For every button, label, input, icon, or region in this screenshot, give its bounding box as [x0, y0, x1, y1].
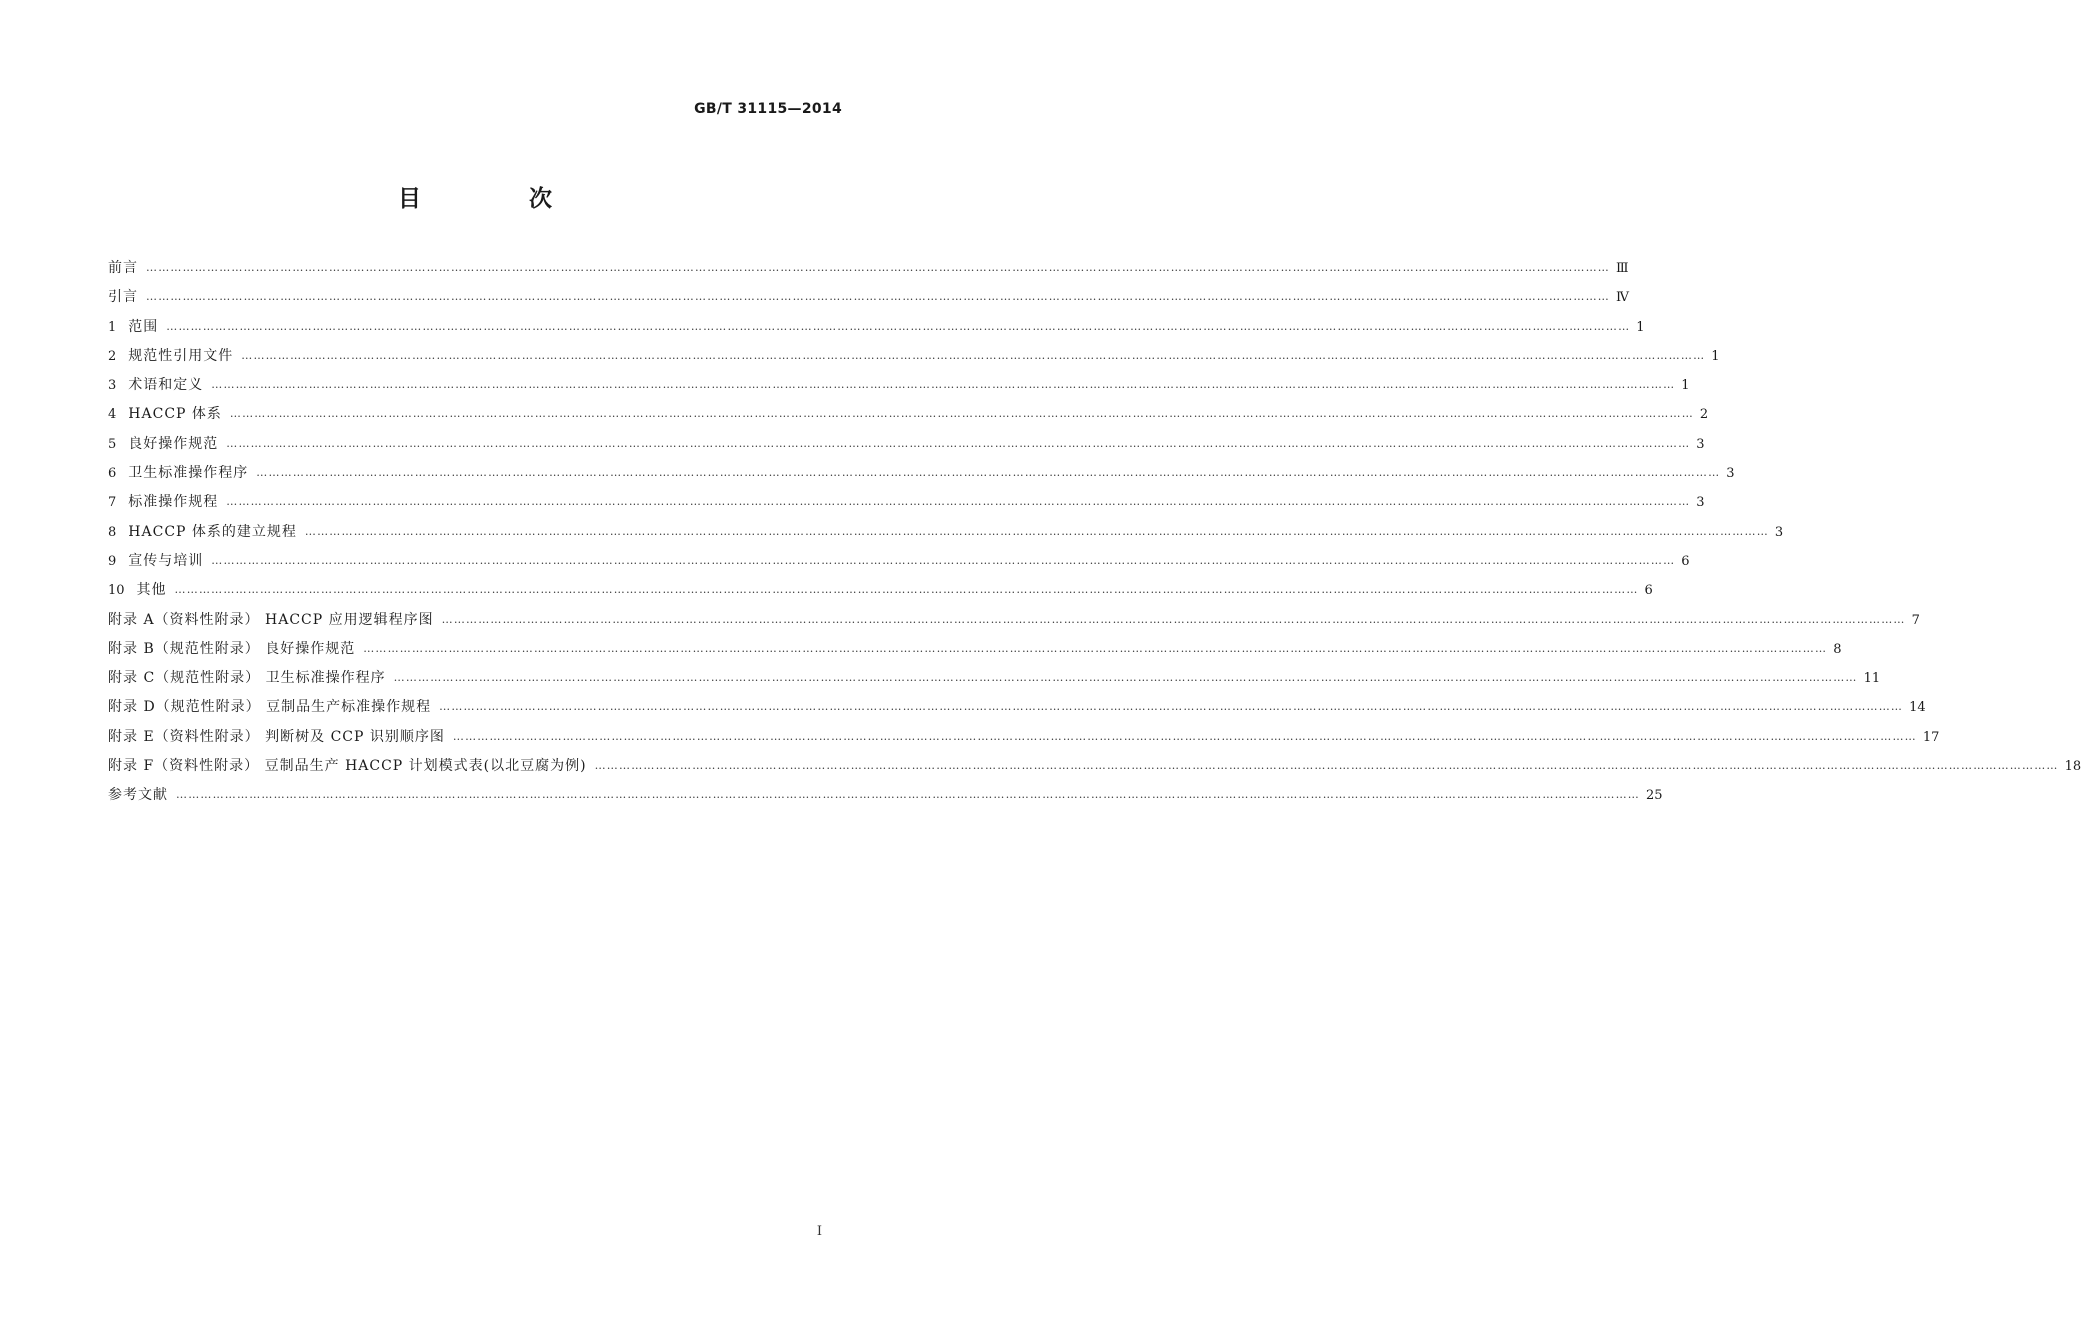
- standard-code: GB/T 31115—2014: [694, 101, 842, 117]
- toc-entry-number: 4: [108, 407, 117, 423]
- toc-dot-leader: ………………………………………………………………………………………………………………………………………………………………………………………………………………………………………………………………………………………………………………………………: [256, 466, 1721, 480]
- toc-entry-title: 其他: [136, 582, 167, 599]
- toc-entry[interactable]: [108, 726, 1940, 755]
- toc-dot-leader: ………………………………………………………………………………………………………………………………………………………………………………………………………………………………………………………………………………………………………………………………: [363, 641, 1828, 655]
- toc-entry-page: 1: [1711, 348, 1720, 364]
- toc-entry-page: 14: [1909, 700, 1926, 716]
- toc-entry-title: 宣传与培训: [128, 552, 204, 569]
- toc-entry[interactable]: [108, 491, 1705, 520]
- toc-entry-page: 8: [1833, 641, 1842, 657]
- toc-entry-page: 18: [2064, 759, 2081, 775]
- toc-dot-leader: ………………………………………………………………………………………………………………………………………………………………………………………………………………………………………………………………………………………………………………………………: [211, 378, 1676, 392]
- toc-entry[interactable]: [108, 286, 1629, 315]
- toc-entry-title: 参考文献: [108, 787, 168, 804]
- toc-entry[interactable]: [108, 784, 1663, 813]
- toc-dot-leader: ………………………………………………………………………………………………………………………………………………………………………………………………………………………………………………………………………………………………………………………………: [439, 700, 1904, 714]
- toc-dot-leader: ………………………………………………………………………………………………………………………………………………………………………………………………………………………………………………………………………………………………………………………………: [166, 319, 1631, 333]
- toc-entry-title: 附录 E（资料性附录） 判断树及 CCP 识别顺序图: [108, 728, 445, 745]
- toc-entry-number: 7: [108, 495, 117, 511]
- toc-entry-page: Ⅲ: [1616, 261, 1629, 276]
- toc-entry-page: Ⅳ: [1616, 290, 1629, 306]
- toc-entry[interactable]: [108, 403, 1709, 432]
- toc-entry-page: 25: [1646, 788, 1663, 804]
- toc-entry-title: 良好操作规范: [128, 435, 219, 452]
- toc-entry[interactable]: [108, 462, 1735, 491]
- toc-entry-page: 11: [1863, 671, 1881, 687]
- toc-entry-page: 7: [1911, 612, 1920, 628]
- toc-dot-leader: ………………………………………………………………………………………………………………………………………………………………………………………………………………………………………………………………………………………………………………………………: [174, 583, 1639, 597]
- toc-entry-title: 卫生标准操作程序: [128, 465, 249, 482]
- toc-entry-title: 范围: [128, 318, 159, 335]
- toc-dot-leader: ………………………………………………………………………………………………………………………………………………………………………………………………………………………………………………………………………………………………………………………………: [226, 495, 1691, 509]
- toc-entry[interactable]: [108, 521, 1784, 550]
- toc-dot-leader: ………………………………………………………………………………………………………………………………………………………………………………………………………………………………………………………………………………………………………………………………: [304, 524, 1769, 538]
- toc-title: 目 次: [397, 186, 602, 212]
- toc-entry-page: 17: [1922, 729, 1940, 745]
- toc-entry-title: 附录 B（规范性附录） 良好操作规范: [108, 640, 356, 657]
- toc-entry-title: 标准操作规程: [128, 494, 219, 511]
- toc-entry-title: 附录 C（规范性附录） 卫生标准操作程序: [108, 670, 386, 687]
- toc-dot-leader: ………………………………………………………………………………………………………………………………………………………………………………………………………………………………………………………………………………………………………………………………: [146, 290, 1610, 304]
- toc-entry-page: 2: [1699, 407, 1709, 423]
- toc-entry-number: 9: [108, 553, 117, 569]
- toc-dot-leader: ………………………………………………………………………………………………………………………………………………………………………………………………………………………………………………………………………………………………………………………………: [241, 348, 1706, 362]
- toc-entry[interactable]: [108, 374, 1690, 403]
- toc-entry-number: 3: [108, 378, 117, 394]
- toc-entry-number: 5: [108, 436, 117, 452]
- toc-entry-page: 6: [1681, 553, 1690, 569]
- toc-entry[interactable]: [108, 667, 1881, 696]
- toc-entry-page: 3: [1696, 495, 1705, 511]
- toc-entry-number: 1: [108, 319, 117, 335]
- toc-entry[interactable]: [108, 579, 1653, 608]
- toc-entry-page: 3: [1726, 466, 1735, 482]
- toc-dot-leader: ………………………………………………………………………………………………………………………………………………………………………………………………………………………………………………………………………………………………………………………………: [452, 729, 1917, 743]
- toc-entry[interactable]: [108, 550, 1690, 579]
- toc-entry[interactable]: [108, 257, 1629, 286]
- toc-entry-page: 1: [1636, 319, 1645, 335]
- toc-entry-number: 2: [108, 348, 117, 364]
- toc-entry-title: 附录 D（规范性附录） 豆制品生产标准操作规程: [108, 699, 432, 716]
- toc-dot-leader: ………………………………………………………………………………………………………………………………………………………………………………………………………………………………………………………………………………………………………………………………: [176, 788, 1640, 802]
- toc-entry[interactable]: [108, 609, 1920, 638]
- toc-dot-leader: ………………………………………………………………………………………………………………………………………………………………………………………………………………………………………………………………………………………………………………………………: [393, 671, 1858, 685]
- toc-entry-title: 附录 F（资料性附录） 豆制品生产 HACCP 计划模式表(以北豆腐为例): [108, 758, 587, 775]
- toc-entry-page: 3: [1696, 436, 1705, 452]
- table-of-contents: [108, 257, 2081, 814]
- toc-entry-title: HACCP 体系: [128, 406, 222, 423]
- toc-entry-page: 6: [1644, 583, 1653, 599]
- toc-dot-leader: ………………………………………………………………………………………………………………………………………………………………………………………………………………………………………………………………………………………………………………………………: [441, 612, 1906, 626]
- toc-entry[interactable]: [108, 755, 2081, 784]
- toc-entry-number: 6: [108, 466, 117, 482]
- toc-dot-leader: ………………………………………………………………………………………………………………………………………………………………………………………………………………………………………………………………………………………………………………………………: [226, 436, 1691, 450]
- toc-entry-title: 引言: [108, 289, 138, 306]
- page-number: I: [816, 1224, 822, 1239]
- toc-entry-title: 术语和定义: [128, 377, 204, 394]
- toc-entry[interactable]: [108, 345, 1720, 374]
- toc-dot-leader: ………………………………………………………………………………………………………………………………………………………………………………………………………………………………………………………………………………………………………………………………: [594, 759, 2059, 773]
- toc-dot-leader: ………………………………………………………………………………………………………………………………………………………………………………………………………………………………………………………………………………………………………………………………: [229, 407, 1694, 421]
- toc-dot-leader: ………………………………………………………………………………………………………………………………………………………………………………………………………………………………………………………………………………………………………………………………: [146, 261, 1610, 274]
- toc-dot-leader: ………………………………………………………………………………………………………………………………………………………………………………………………………………………………………………………………………………………………………………………………: [211, 553, 1676, 567]
- toc-entry-title: 规范性引用文件: [128, 347, 234, 364]
- toc-entry-number: 8: [108, 524, 117, 540]
- toc-entry[interactable]: [108, 696, 1926, 725]
- toc-entry-page: 1: [1681, 378, 1690, 394]
- toc-entry[interactable]: [108, 433, 1705, 462]
- toc-entry-number: 10: [108, 583, 125, 599]
- toc-entry-title: 前言: [108, 260, 138, 276]
- toc-entry[interactable]: [108, 316, 1645, 345]
- toc-entry-title: 附录 A（资料性附录） HACCP 应用逻辑程序图: [108, 611, 434, 628]
- toc-entry[interactable]: [108, 638, 1842, 667]
- toc-entry-page: 3: [1774, 524, 1784, 540]
- toc-entry-title: HACCP 体系的建立规程: [128, 523, 297, 540]
